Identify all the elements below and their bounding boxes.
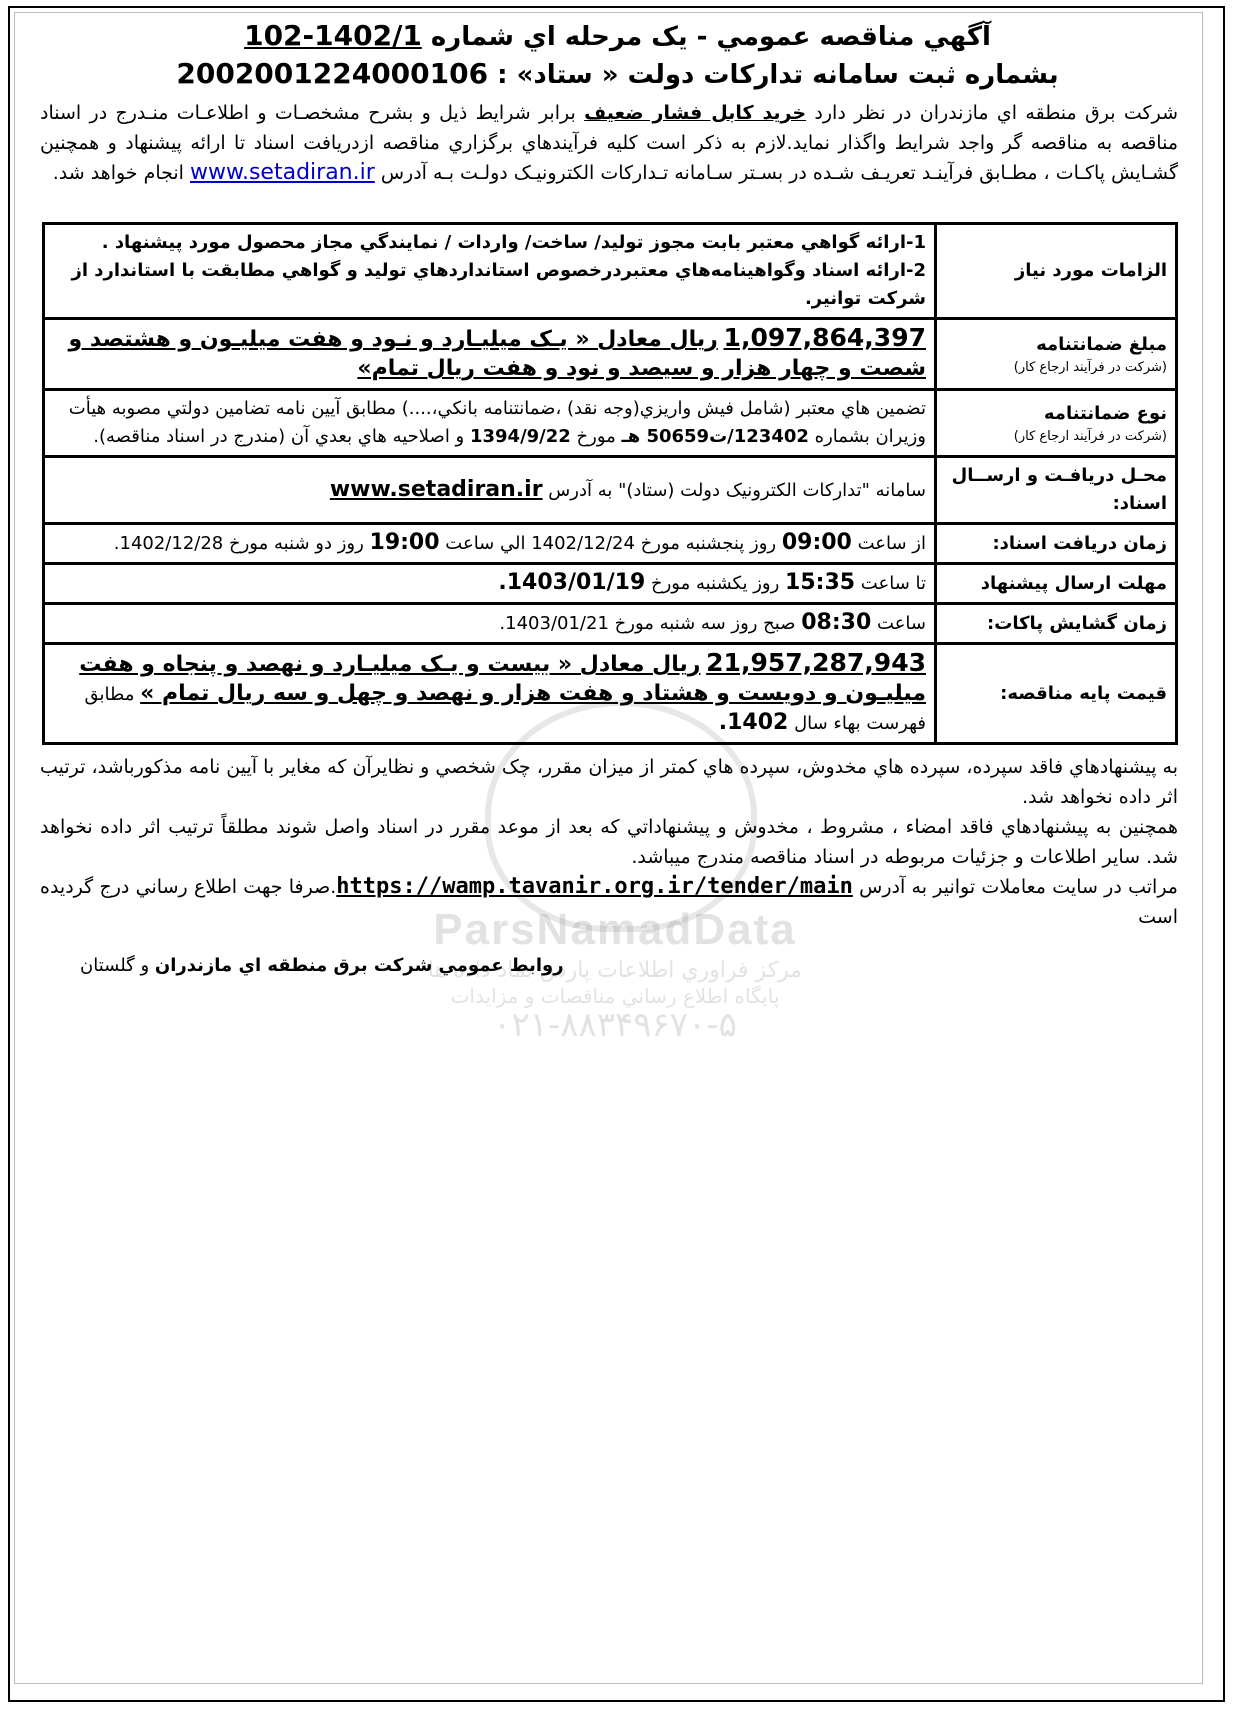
base-price-label: قيمت پايه مناقصه: [936,644,1177,744]
setad-label: بشماره ثبت سامانه تدارکات دولت « ستاد» : [497,60,1059,90]
opening-text-2: صبح روز سه شنبه مورخ 1403/01/21. [499,613,796,634]
tender-details-table [42,222,1178,745]
opening-time-value [44,604,936,644]
documents-place-value [44,457,936,524]
documents-place-text: سامانه "تدارکات الکترونيک دولت (ستاد)" به آدرس [548,479,926,501]
title-text: آگهي مناقصه عمومي - يک مرحله اي شماره [430,22,991,52]
requirements-value [44,224,936,319]
watermark-subtitle: مرکز فراوري اطلاعات پارس نماد داده ها [427,958,803,983]
documents-place-link[interactable]: www.setadiran.ir [329,476,543,502]
table-row [44,457,1177,524]
base-price-value [44,644,936,744]
requirement-2: 2-ارائه اسناد وگواهينامه‌هاي معتبردرخصوص استانداردهاي توليد و گواهي مطابقت با استاندارد از شرکت توانير. [71,260,926,309]
tender-title [40,20,1195,53]
guarantee-amount-label [936,319,1177,390]
guarantee-type-value [44,390,936,457]
submit-text-2: روز يکشنبه مورخ [651,573,780,594]
base-price-text-2: مطابق فهرست بهاء سال [84,684,926,734]
base-price-year: 1402. [718,710,789,735]
setad-number: 2002001224000106 [176,57,489,90]
opening-text-1: ساعت [877,613,926,634]
watermark-subtitle-2: پايگاه اطلاع رساني مناقصات و مزايدات [450,984,780,1008]
receive-time-text-1: از ساعت [857,533,926,554]
intro-text-2: برابر شرايط ذيل و بشرح مشخصـات و اطلاعـات منـدرج در اسناد مناقصه به مناقصه گر واجد شرايط واگذار نمايد.لازم به ذکر است کليه فرآيندهاي برگزاري مناقصه ازدريافت اسناد تا ارائه پيشنهاد و همچنين گشـايش پاکـات ، مطـابق فرآينـد تعريـف شـده در بسـتر سـامانه تـدارکات الکترونيـک دولـت بـه آدرس [40,102,1178,184]
note-3-text-1: مراتب در سايت معاملات توانير به آدرس [859,876,1178,898]
guarantee-type-label [936,390,1177,457]
guarantee-type-text-1: تضمين هاي معتبر (شامل فيش واريزي(وجه نقد) ،ضمانتنامه بانکي،....) مطابق آيين نامه تضامين دولتي مصوبه هيأت وزيران بشماره [68,398,926,447]
table-row [44,644,1177,744]
signature-org: روابط عمومي شرکت برق منطقه اي مازندران [154,955,564,976]
intro-paragraph [40,98,1178,188]
guarantee-amount-words: ريال معادل « يـک ميليـارد و نـود و هفت ميليـون و هشتصد و شصت و چهار هزار و سيصد و نود و هفت ريال تمام» [68,327,926,381]
notes-section [40,752,1178,932]
table-row [44,564,1177,604]
guarantee-type-text-3: و اصلاحيه هاي بعدي آن (مندرج در اسناد مناقصه). [93,426,465,447]
requirements-label: الزامات مورد نياز [936,224,1177,319]
table-row [44,390,1177,457]
signature-rest: و گلستان [80,955,150,976]
signature [80,955,564,976]
submit-text-1: تا ساعت [860,573,926,594]
setad-registration [40,58,1195,91]
receive-start-time: 09:00 [781,530,852,555]
receive-time-text-3: روز دو شنبه مورخ 1402/12/28. [113,533,364,554]
tender-number: 1402/1-102 [244,19,422,52]
guarantee-type-title: نوع ضمانتنامه [1043,403,1167,424]
guarantee-amount-value [44,319,936,390]
opening-time-label: زمان گشايش پاکات: [936,604,1177,644]
note-paragraph-2: همچنين به پيشنهادهاي فاقد امضاء ، مشروط ، مخدوش و پيشنهاداتي که بعد از موعد مقرر در اسناد واصل شوند مطلقاً ترتيب اثر داده نخواهد شد. ساير اطلاعات و جزئيات مربوطه در اسناد مناقصه مندرج ميباشد. [40,816,1178,868]
submit-deadline-value [44,564,936,604]
receive-end-time: 19:00 [369,530,440,555]
submit-time: 15:35 [785,570,856,595]
tavanir-link[interactable]: https://wamp.tavanir.org.ir/tender/main [336,874,853,899]
intro-subject: خريد کابل فشار ضعيف [584,102,807,124]
table-row [44,319,1177,390]
table-row [44,524,1177,564]
table-row [44,224,1177,319]
base-price-number: 21,957,287,943 [706,648,926,677]
base-price-words: ريال معادل « بيست و يـک ميليـارد و نهصد و پنجاه و هفت ميليـون و دويست و هشتاد و هفت هزار و نهصد و چهل و سه ريال تمام » [79,652,926,706]
receive-time-text-2: روز پنجشنبه مورخ 1402/12/24 الي ساعت [445,533,777,554]
opening-time: 08:30 [801,610,872,635]
guarantee-type-note: (شرکت در فرآيند ارجاع کار) [1013,429,1167,444]
intro-text-3: انجام خواهد شد. [52,162,184,184]
note-paragraph-1: به پيشنهادهاي فاقد سپرده، سپرده هاي مخدوش، سپرده هاي کمتر از ميزان مقرر، چک شخصي و نظايرآن که مغاير با آيين نامه مذکورباشد، ترتيب اثر داده نخواهد شد. [40,756,1178,808]
decree-date: 1394/9/22 [469,426,571,447]
watermark-brand: ParsNamadData [433,905,797,954]
guarantee-amount-note: (شرکت در فرآيند ارجاع کار) [1013,360,1167,375]
receive-time-value [44,524,936,564]
decree-number: 123402/ت50659 هـ [621,426,809,447]
submit-date: 1403/01/19. [498,570,646,595]
note-paragraph-3 [40,872,1178,932]
setadiran-link[interactable]: www.setadiran.ir [190,160,375,185]
submit-deadline-label: مهلت ارسال پيشنهاد [936,564,1177,604]
watermark-phone: ۰۲۱-۸۸۳۴۹۶۷۰-۵ [493,1005,737,1045]
guarantee-amount-number: 1,097,864,397 [723,323,926,352]
table-row [44,604,1177,644]
guarantee-type-text-2: مورخ [576,426,616,447]
documents-place-label: محـل دريافـت و ارســال اسناد: [936,457,1177,524]
note-3-text-2: .صرفا جهت اطلاع رساني درج گرديده است [40,876,1178,928]
requirement-1: 1-ارائه گواهي معتبر بابت مجوز توليد/ ساخت/ واردات / نمايندگي مجاز محصول مورد پيشنهاد . [101,232,926,253]
guarantee-amount-title: مبلغ ضمانتنامه [1036,334,1167,355]
receive-time-label: زمان دريافت اسناد: [936,524,1177,564]
intro-text-1: شرکت برق منطقه اي مازندران در نظر دارد [814,102,1179,124]
